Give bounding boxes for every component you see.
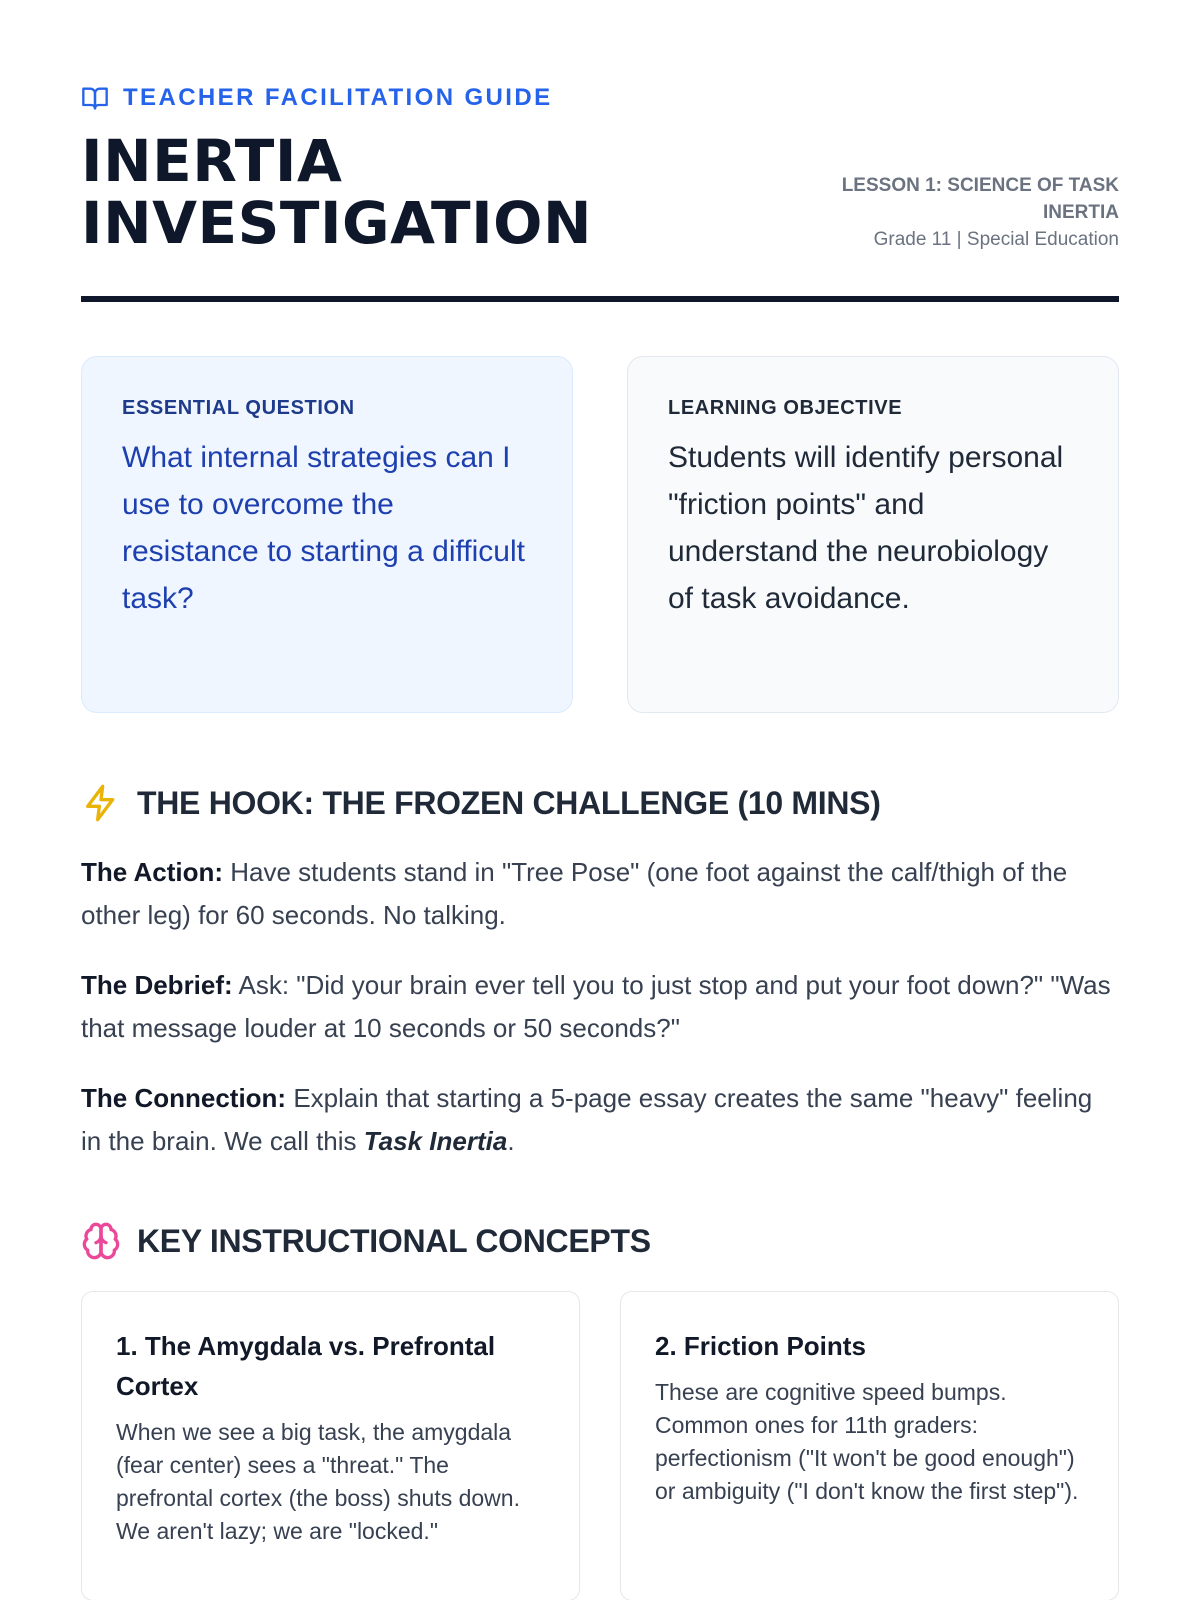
guide-header	[81, 0, 1119, 302]
hook-connection	[81, 1077, 1119, 1163]
question-objective-row	[81, 356, 1119, 713]
lesson-meta	[799, 172, 1119, 253]
lightning-icon	[81, 783, 121, 823]
learning-objective-label: LEARNING OBJECTIVE	[668, 397, 903, 419]
title-line-2: INVESTIGATION	[81, 189, 593, 257]
hook-connection-term: Task Inertia	[363, 1126, 508, 1156]
eyebrow-label: TEACHER FACILITATION GUIDE	[123, 84, 553, 111]
hook-heading: THE HOOK: THE FROZEN CHALLENGE (10 MINS)	[137, 784, 881, 821]
hook-debrief-label: The Debrief:	[81, 970, 233, 1000]
grade-label: Grade 11 | Special Education	[873, 229, 1119, 250]
hook-action	[81, 851, 1119, 937]
hook-connection-end: .	[507, 1126, 515, 1156]
hook-action-text: Have students stand in "Tree Pose" (one foot against the calf/thigh of the other leg) for 60 seconds. No talking.	[81, 857, 1068, 930]
learning-objective-card	[627, 356, 1119, 713]
concepts-heading-row	[81, 1219, 1119, 1263]
concept-card	[81, 1291, 580, 1600]
hook-connection-label: The Connection:	[81, 1083, 287, 1113]
guide-eyebrow	[81, 82, 1119, 114]
brain-icon	[81, 1221, 121, 1261]
concept-card	[620, 1291, 1119, 1600]
hook-connection-text: Explain that starting a 5-page essay creates the same "heavy" feeling in the brain. We call this	[81, 1083, 1093, 1156]
learning-objective-text: Students will identify personal "friction points" and understand the neurobiology of task avoidance.	[668, 441, 1064, 615]
lesson-label: LESSON 1: SCIENCE OF TASK INERTIA	[841, 175, 1119, 223]
concept-text: These are cognitive speed bumps. Common ones for 11th graders: perfectionism ("It won't be good enough") or ambiguity ("I don't know the first step").	[655, 1379, 1079, 1504]
hook-section	[81, 781, 1119, 1163]
concepts-section	[81, 1219, 1119, 1600]
essential-question-label: ESSENTIAL QUESTION	[122, 397, 355, 419]
hook-body	[81, 851, 1119, 1163]
hook-debrief-text: Ask: "Did your brain ever tell you to just stop and put your foot down?" "Was that message louder at 10 seconds or 50 seconds?"	[81, 970, 1111, 1043]
hook-heading-row	[81, 781, 1119, 825]
book-open-icon	[81, 84, 109, 112]
concepts-grid	[81, 1291, 1119, 1600]
concepts-heading: KEY INSTRUCTIONAL CONCEPTS	[137, 1222, 651, 1259]
essential-question-card	[81, 356, 573, 713]
hook-action-label: The Action:	[81, 857, 224, 887]
page-title	[81, 127, 701, 257]
concept-title: 2. Friction Points	[655, 1331, 866, 1361]
hook-debrief	[81, 964, 1119, 1050]
essential-question-text: What internal strategies can I use to overcome the resistance to starting a difficult task?	[122, 441, 525, 615]
title-line-1: INERTIA	[81, 127, 343, 195]
concept-title: 1. The Amygdala vs. Prefrontal Cortex	[116, 1331, 496, 1401]
concept-text: When we see a big task, the amygdala (fear center) sees a "threat." The prefrontal cortex (the boss) shuts down. We aren't lazy; we are "locked."	[116, 1419, 520, 1544]
